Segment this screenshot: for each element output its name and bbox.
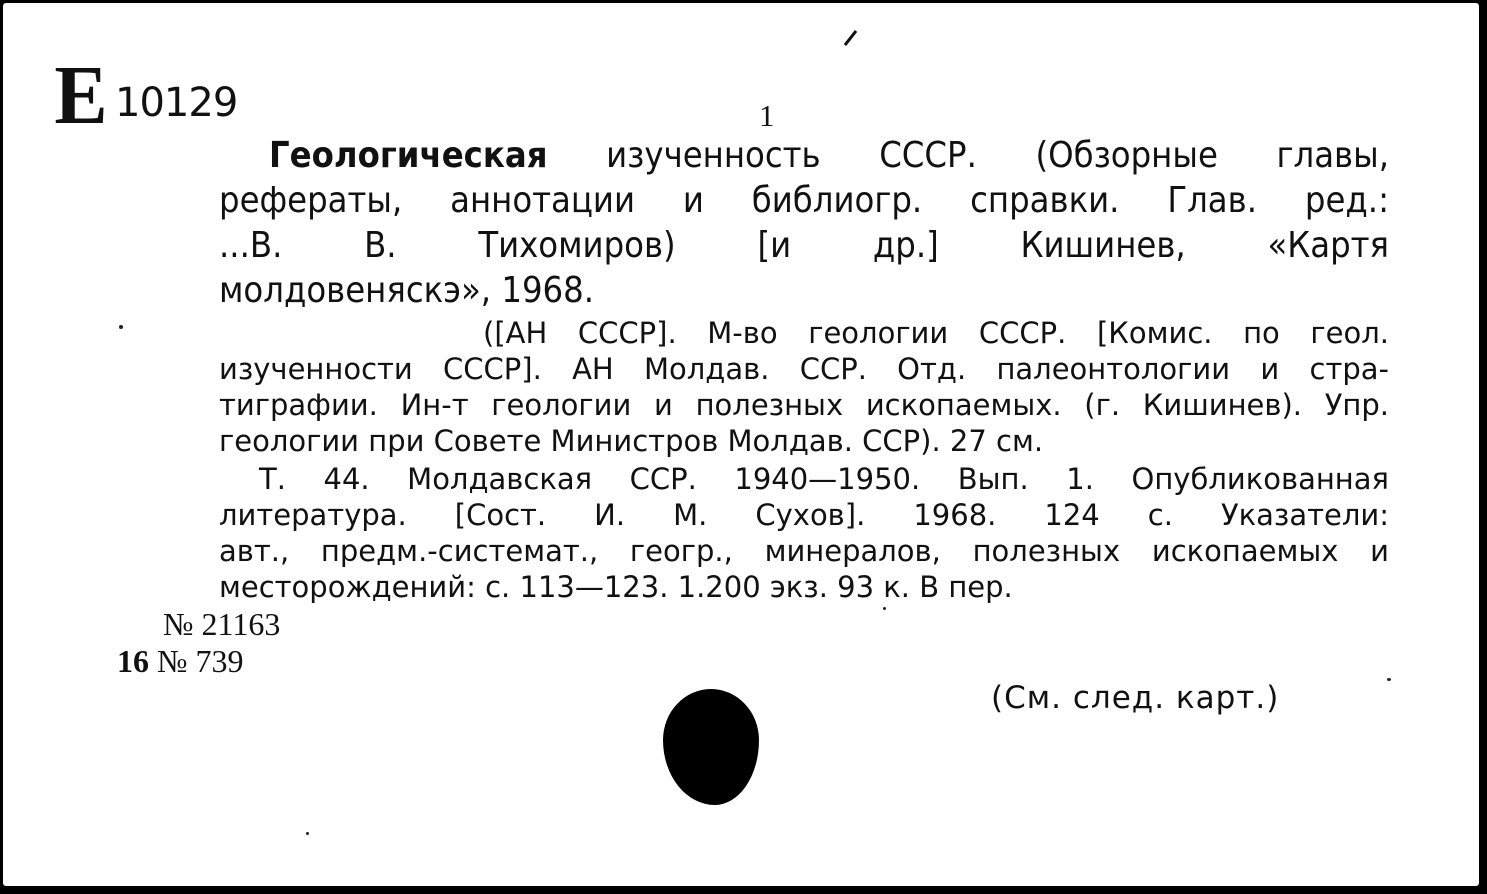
- title-line-3-editors: ...В. В. Тихомиров) [и др.]: [219, 225, 939, 266]
- volume-line-3: авт., предм.-системат., геогр., минералов, полезных ископаемых и: [219, 534, 1389, 568]
- title-line-4: молдовеняскэ», 1968.: [219, 270, 595, 311]
- card-sequence-number: 1: [759, 98, 775, 133]
- card-punch-hole: [663, 689, 759, 805]
- institutions-line-2: изученности СССР]. АН Молдав. ССР. Отд. палеонтологии и стра-: [219, 352, 1389, 386]
- registration-number: № 21163: [163, 606, 281, 642]
- title-line-3-publisher: Кишинев, «Картя: [1020, 225, 1389, 266]
- ink-speck: [119, 325, 123, 329]
- ink-speck: [306, 832, 309, 835]
- pencil-tick-mark: [844, 30, 857, 46]
- institutions-line-3: тиграфии. Ин-т геологии и полезных ископаемых. (г. Кишинев). Упр.: [219, 388, 1389, 422]
- bibliographic-title: [219, 133, 1389, 313]
- secondary-registration: [117, 643, 244, 679]
- institutions-line-4: геологии при Совете Министров Молдав. ССР). 27 см.: [219, 424, 1044, 458]
- title-line-1: [219, 133, 1389, 178]
- shelfmark: [53, 49, 238, 142]
- title-line-3: [219, 223, 1389, 268]
- shelfmark-handwritten-number: 10129: [115, 80, 238, 126]
- volume-line-2: литература. [Сост. И. М. Сухов]. 1968. 124 с. Указатели:: [219, 498, 1389, 532]
- title-heading-word: Геологическая: [269, 135, 548, 176]
- title-line-2: рефераты, аннотации и библиогр. справки. Глав. ред.:: [219, 180, 1389, 221]
- shelfmark-stamp-letter: Е: [54, 49, 108, 142]
- secondary-registration-prefix: 16: [117, 643, 149, 679]
- volume-note: [219, 461, 1389, 605]
- institutions-note: [219, 315, 1389, 459]
- secondary-registration-number: № 739: [157, 643, 244, 679]
- institutions-line-1: ([АН СССР]. М-во геологии СССР. [Комис. по геол.: [483, 316, 1389, 350]
- ink-speck: [1387, 678, 1391, 681]
- see-next-card-note: (См. след. карт.): [991, 680, 1280, 716]
- volume-line-4: месторождений: с. 113—123. 1.200 экз. 93 к. В пер.: [219, 570, 1013, 604]
- title-line-1-rest: изученность СССР. (Обзорные главы,: [606, 135, 1389, 176]
- catalog-card: [3, 3, 1479, 886]
- ink-speck: [883, 607, 886, 610]
- volume-line-1: Т. 44. Молдавская ССР. 1940—1950. Вып. 1. Опубликованная: [259, 462, 1389, 496]
